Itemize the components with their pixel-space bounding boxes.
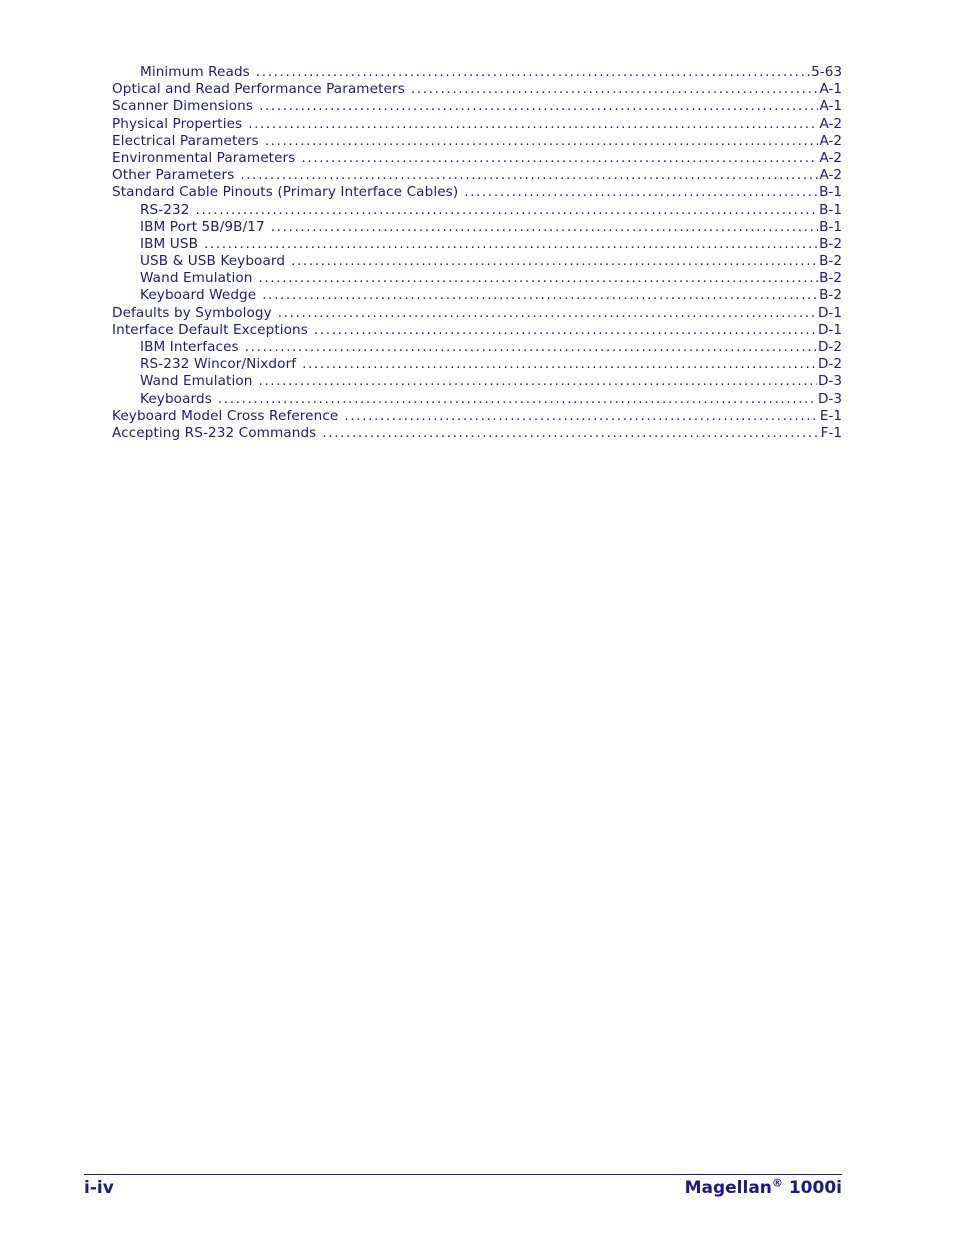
toc-entry-page: A-1 <box>819 98 842 115</box>
toc-dot-leader <box>258 270 818 287</box>
toc-entry[interactable] <box>112 236 842 253</box>
toc-entry-title: RS-232 <box>140 201 190 218</box>
toc-entry-page: B-1 <box>819 184 842 201</box>
toc-entry[interactable] <box>112 253 842 270</box>
toc-entry-page: E-1 <box>819 407 842 424</box>
toc-dot-leader <box>302 356 817 373</box>
toc-dot-leader <box>218 391 817 408</box>
toc-entry-page: D-2 <box>817 339 842 355</box>
toc-entry-title: Accepting RS-232 Commands <box>112 424 317 441</box>
toc-entry[interactable] <box>112 98 842 115</box>
toc-entry-page: B-2 <box>819 287 842 304</box>
toc-entry-title: Standard Cable Pinouts (Primary Interface Cables) <box>112 184 459 201</box>
toc-dot-leader <box>278 305 817 322</box>
toc-dot-leader <box>411 81 819 98</box>
toc-dot-leader <box>258 373 817 390</box>
toc-entry[interactable] <box>112 150 842 167</box>
toc-entry-title: Wand Emulation <box>140 373 253 390</box>
toc-entry-title: Keyboards <box>140 390 212 407</box>
toc-entry[interactable] <box>112 305 842 322</box>
toc-entry[interactable] <box>112 322 842 339</box>
toc-entry-page: F-1 <box>820 424 842 441</box>
toc-entry-title: Interface Default Exceptions <box>112 321 308 338</box>
toc-entry[interactable] <box>112 81 842 98</box>
toc-entry-title: Environmental Parameters <box>112 149 296 166</box>
toc-entry[interactable] <box>112 184 842 201</box>
toc-entry-title: Electrical Parameters <box>112 132 259 149</box>
toc-entry-title: RS-232 Wincor/Nixdorf <box>140 356 297 373</box>
toc-dot-leader <box>314 322 817 339</box>
toc-entry[interactable] <box>112 425 842 442</box>
toc-dot-leader <box>204 236 818 253</box>
toc-entry-page: A-2 <box>819 132 842 149</box>
toc-entry-page: B-2 <box>819 235 842 252</box>
toc-entry-page: B-1 <box>819 218 842 235</box>
toc-entry-page: 5-63 <box>811 64 842 80</box>
toc-entry-title: Keyboard Model Cross Reference <box>112 407 339 424</box>
toc-dot-leader <box>256 64 810 81</box>
toc-entry-title: IBM Port 5B/9B/17 <box>140 218 265 235</box>
toc-dot-leader <box>262 287 818 304</box>
toc-entry-title: Scanner Dimensions <box>112 98 254 115</box>
toc-entry[interactable] <box>112 408 842 425</box>
toc-entry[interactable] <box>112 116 842 133</box>
footer-product-model: 1000i <box>788 1178 842 1198</box>
toc-dot-leader <box>240 167 818 184</box>
toc-dot-leader <box>265 133 819 150</box>
toc-entry-page: D-3 <box>817 373 842 390</box>
toc-entry[interactable] <box>112 391 842 408</box>
toc-entry-page: D-2 <box>817 356 842 373</box>
toc-entry[interactable] <box>112 167 842 184</box>
registered-trademark-mark: ® <box>771 1176 783 1190</box>
toc-entry-page: A-2 <box>819 115 842 132</box>
toc-entry-title: Keyboard Wedge <box>140 287 257 304</box>
toc-dot-leader <box>248 116 818 133</box>
toc-entry[interactable] <box>112 133 842 150</box>
toc-dot-leader <box>259 98 818 115</box>
toc-entry-title: Wand Emulation <box>140 270 253 287</box>
footer-product-title <box>685 1178 842 1198</box>
toc-dot-leader <box>245 339 817 356</box>
toc-entry-page: D-1 <box>817 321 842 338</box>
toc-entry[interactable] <box>112 373 842 390</box>
toc-entry-title: Minimum Reads <box>140 64 250 80</box>
toc-entry-page: A-2 <box>819 167 842 184</box>
toc-entry-title: IBM USB <box>140 235 198 252</box>
toc-dot-leader <box>291 253 818 270</box>
toc-dot-leader <box>271 219 818 236</box>
footer-divider <box>84 1174 842 1175</box>
toc-entry-page: A-2 <box>819 149 842 166</box>
toc-dot-leader <box>196 202 819 219</box>
toc-entry[interactable] <box>112 270 842 287</box>
toc-dot-leader <box>344 408 818 425</box>
table-of-contents <box>112 64 842 442</box>
toc-entry-page: D-1 <box>817 304 842 321</box>
toc-entry-title: USB & USB Keyboard <box>140 253 286 270</box>
toc-entry[interactable] <box>112 339 842 356</box>
toc-entry-page: D-3 <box>817 390 842 407</box>
footer-page-number: i-iv <box>84 1178 114 1198</box>
toc-entry[interactable] <box>112 202 842 219</box>
toc-entry[interactable] <box>112 219 842 236</box>
toc-entry-title: Defaults by Symbology <box>112 304 272 321</box>
toc-entry[interactable] <box>112 64 842 81</box>
toc-entry-title: IBM Interfaces <box>140 339 239 355</box>
toc-entry-title: Optical and Read Performance Parameters <box>112 81 405 98</box>
toc-entry-title: Other Parameters <box>112 167 235 184</box>
toc-dot-leader <box>464 184 818 201</box>
toc-entry-title: Physical Properties <box>112 115 243 132</box>
toc-entry[interactable] <box>112 287 842 304</box>
toc-entry-page: B-2 <box>819 253 842 270</box>
toc-entry[interactable] <box>112 356 842 373</box>
footer-product-name: Magellan <box>684 1178 772 1198</box>
toc-entry-page: A-1 <box>819 81 842 98</box>
toc-dot-leader <box>322 425 819 442</box>
toc-entry-page: B-1 <box>819 201 842 218</box>
toc-entry-page: B-2 <box>819 270 842 287</box>
toc-dot-leader <box>301 150 818 167</box>
